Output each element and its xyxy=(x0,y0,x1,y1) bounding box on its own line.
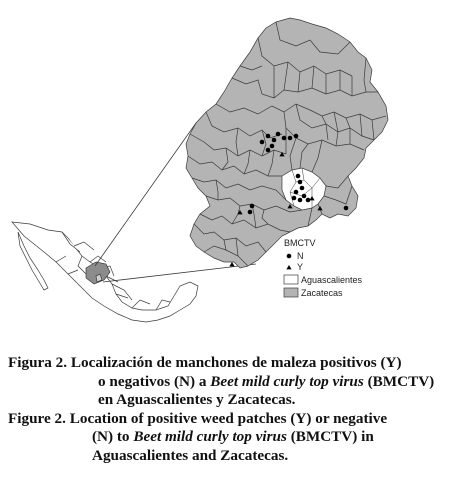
negative-point xyxy=(266,148,271,153)
positive-point xyxy=(229,262,234,266)
caption-es-line2-before: o negativos (N) a xyxy=(98,372,211,390)
caption-es-virus-name: Beet mild curly top virus xyxy=(210,372,364,390)
negative-point xyxy=(298,180,303,185)
zacatecas-outline xyxy=(186,18,388,268)
map-legend xyxy=(284,238,363,298)
caption-en-label: Figure 2. xyxy=(8,409,66,427)
legend-aguascalientes-swatch xyxy=(284,275,298,284)
negative-point xyxy=(282,136,287,141)
legend-title: BMCTV xyxy=(284,238,316,248)
mexico-inset-map xyxy=(12,222,198,322)
caption-es-line3: en Aguascalientes y Zacatecas. xyxy=(98,391,296,409)
negative-point xyxy=(272,138,277,143)
legend-zacatecas-label: Zacatecas xyxy=(301,288,343,298)
negative-point xyxy=(300,186,305,191)
legend-positive-label: Y xyxy=(297,262,304,272)
legend-aguascalientes-label: Aguascalientes xyxy=(301,275,363,285)
caption-es-line2-after: (BMCTV) xyxy=(363,372,435,390)
caption-en-virus-name: Beet mild curly top virus xyxy=(133,428,287,446)
figure-caption xyxy=(0,354,471,466)
legend-zacatecas-swatch xyxy=(284,288,298,297)
negative-point xyxy=(276,132,281,137)
negative-point xyxy=(302,194,307,199)
negative-point xyxy=(266,134,271,139)
negative-point xyxy=(270,144,275,149)
negative-point xyxy=(288,136,293,141)
negative-point xyxy=(306,198,311,203)
negative-point xyxy=(296,174,301,179)
caption-english xyxy=(0,410,471,466)
negative-point xyxy=(248,210,253,215)
legend-negative-label: N xyxy=(297,251,304,261)
caption-en-line3: Aguascalientes and Zacatecas. xyxy=(92,446,289,464)
negative-point xyxy=(294,134,299,139)
caption-en-line1: Location of positive weed patches (Y) or negative xyxy=(69,409,388,427)
negative-point xyxy=(344,206,349,211)
caption-es-label: Figura 2. xyxy=(8,354,68,371)
legend-positive-symbol xyxy=(286,265,291,269)
negative-point xyxy=(294,190,299,195)
caption-spanish xyxy=(0,354,471,410)
caption-en-line2-after: (BMCTV) in xyxy=(286,428,374,446)
caption-en-line2-before: (N) to xyxy=(92,428,134,446)
zacatecas-state-map xyxy=(186,18,388,268)
legend-negative-symbol xyxy=(287,254,292,259)
caption-es-line1: Localización de manchones de maleza positivos (Y) xyxy=(70,354,402,371)
negative-point xyxy=(298,198,303,203)
negative-point xyxy=(292,196,297,201)
negative-point xyxy=(250,204,255,209)
negative-point xyxy=(260,140,265,145)
